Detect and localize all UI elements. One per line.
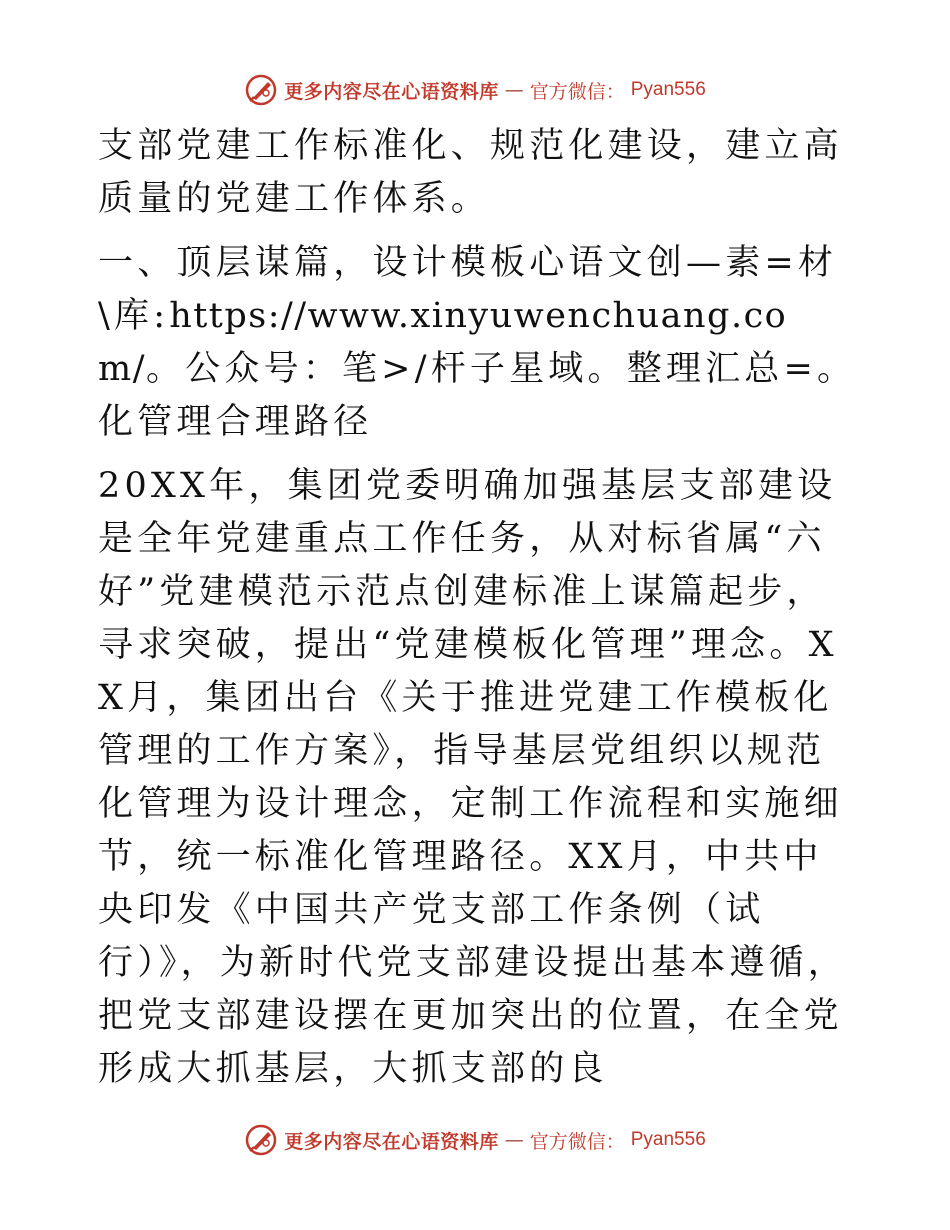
source-url-text: https://www.xinyuwenchuang.com/ (98, 296, 788, 389)
document-body (98, 120, 858, 1096)
watermark-wechat-id: Pyan556 (630, 1129, 706, 1150)
header-watermark (0, 70, 950, 110)
section-heading-paragraph (98, 237, 858, 449)
body-paragraph-intro: 支部党建工作标准化、规范化建设，建立高质量的党建工作体系。 (98, 126, 843, 219)
watermark-wechat-label: 官方微信： (529, 1130, 625, 1153)
watermark-separator: — (504, 79, 524, 101)
watermark-wechat-id: Pyan556 (630, 79, 706, 100)
quill-pen-logo-icon (244, 1123, 278, 1157)
footer-watermark (0, 1120, 950, 1160)
watermark-separator: — (504, 1129, 524, 1151)
watermark-slogan: 更多内容尽在心语资料库 (284, 1130, 499, 1153)
quill-pen-logo-icon (244, 73, 278, 107)
section-heading-text: 一、顶层谋篇，设计模板心语文创—素=材\库: (98, 243, 838, 336)
body-paragraph-main: 20XX年，集团党委明确加强基层支部建设是全年党建重点工作任务，从对标省属“六好”党建模范示范点创建标准上谋篇起步，寻求突破，提出“党建模板化管理”理念。XX月，集团出台《关于推进党建工作模板化管理的工作方案》，指导基层党组织以规范化管理为设计理念，定制工作流程和实施细节，统一标准化管理路径。XX月，中共中央印发《中国共产党支部工作条例（试行）》，为新时代党支部建设提出基本遵循，把党支部建设摆在更加突出的位置，在全党形成大抓基层，大抓支部的良 (98, 466, 848, 1089)
watermark-slogan: 更多内容尽在心语资料库 (284, 80, 499, 103)
section-heading-tail: 。公众号：笔>/杆子星域。整理汇总=。化管理合理路径 (98, 349, 857, 442)
watermark-wechat-label: 官方微信： (529, 80, 625, 103)
